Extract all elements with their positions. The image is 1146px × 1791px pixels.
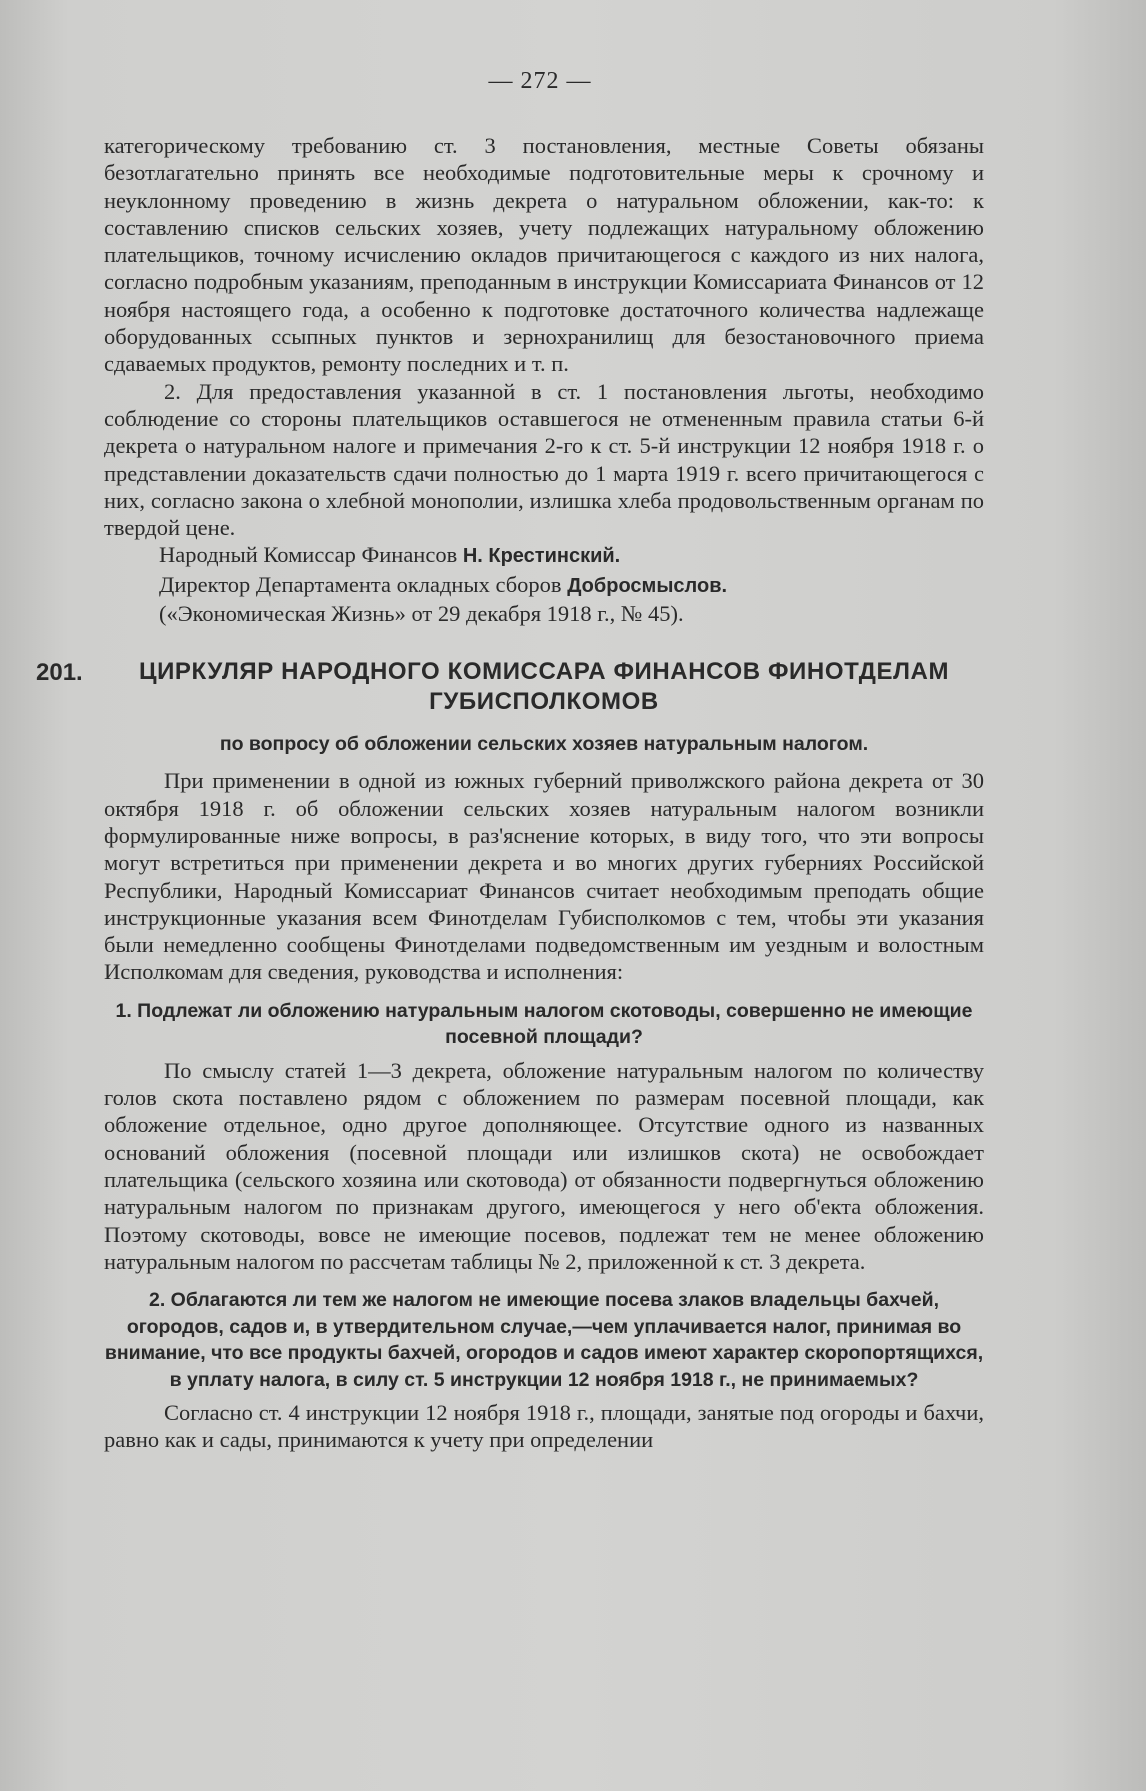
answer-1: По смыслу статей 1—3 декрета, обложение натуральным налогом по количеству голов скота поставлено рядом с обложением по размерам посевной площади, как обложение отдельное, одно другое дополняющее. Отсутствие одного из названных оснований обложения (посевной площади или излишков скота) не освобождает плательщика (сельского хозяина или скотовода) от обязанности подвергнуться обложению натуральным налогом по признакам другого, имеющегося у него об'екта обложения. Поэтому скотоводы, вовсе не имеющие посевов, подлежат тем не менее обложению натуральным налогом по рассчетам таблицы № 2, приложенной к ст. 3 декрета.	[104, 1057, 984, 1274]
page-number: — 272 —	[488, 68, 592, 94]
signature-director-name: Добросмыслов.	[567, 574, 728, 597]
paragraph-point-2: 2. Для предоставления указанной в ст. 1 постановления льготы, необходимо соблюдение со стороны плательщиков оставшегося не отмененным правила статьи 6-й декрета о натуральном налоге и примечания 2-го к ст. 5-й инструкции 12 ноября 1918 г. о представлении доказательств сдачи полностью до 1 марта 1919 г. всего причитающегося с них, согласно закона о хлебной монополии, излишка хлеба продовольственным органам по твердой цене.	[104, 378, 984, 541]
question-2: 2. Облагаются ли тем же налогом не имеющие посева злаков владельцы бахчей, огородов, садов и, в утвердительном случае,—чем уплачивается налог, принимая во внимание, что все продукты бахчей, огородов и садов имеют характер скоропортящихся, в уплату налога, в силу ст. 5 инструкции 12 ноября 1918 г., не принимаемых?	[104, 1289, 984, 1391]
question-1: 1. Подлежат ли обложению натуральным налогом скотоводы, совершенно не имеющие посевной площади?	[115, 999, 973, 1049]
document-header	[36, 657, 984, 717]
paragraph-continued: категорическому требованию ст. 3 постановления, местные Советы обязаны безотлагательно принять все необходимые подготовительные меры к срочному и неуклонному проведению в жизнь декрета о натуральном обложении, как-то: к составлению списков сельских хозяев, учету подлежащих натуральному обложению плательщиков, точному исчислению окладов причитающегося с каждого из них налога, согласно подробным указаниям, преподанным в инструкции Комиссариата Финансов от 12 ноября настоящего года, а особенно к подготовке достаточного количества надлежаще оборудованных ссыпных пунктов и зернохранилищ для безостановочного приема сдаваемых продуктов, ремонту последних и т. п.	[104, 133, 984, 377]
page-content	[36, 132, 984, 1454]
signature-commissar-name: Н. Крестинский.	[462, 545, 621, 568]
signature-director-role: Директор Департамента окладных сборов	[159, 571, 562, 597]
source-citation: («Экономическая Жизнь» от 29 декабря 1918 г., № 45).	[159, 601, 684, 627]
document-title: ЦИРКУЛЯР НАРОДНОГО КОМИССАРА ФИНАНСОВ ФИНОТДЕЛАМ ГУБИСПОЛКОМОВ	[138, 658, 950, 716]
document-number: 201.	[36, 659, 83, 687]
signature-commissar-role: Народный Комиссар Финансов	[159, 542, 458, 568]
document-intro: При применении в одной из южных губерний приволжского района декрета от 30 октября 1918 г. об обложении сельских хозяев натуральным налогом возникли формулированные ниже вопросы, в раз'яснение которых, в виду того, что эти вопросы могут встретиться при применении декрета и во многих других губерниях Российской Республики, Народный Комиссариат Финансов считает необходимым преподать общие инструкционные указания всем Финотделам Губисполкомов с тем, чтобы эти указания были немедленно сообщены Финотделами подведомственным им уездным и волостным Исполкомам для сведения, руководства и исполнения:	[104, 768, 984, 985]
signature-commissar	[104, 541, 984, 570]
document-subtitle: по вопросу об обложении сельских хозяев натуральным налогом.	[219, 733, 869, 756]
answer-2: Согласно ст. 4 инструкции 12 ноября 1918 г., площади, занятые под огороды и бахчи, равно как и сады, принимаются к учету при определении	[104, 1400, 984, 1453]
signature-director	[104, 571, 984, 600]
